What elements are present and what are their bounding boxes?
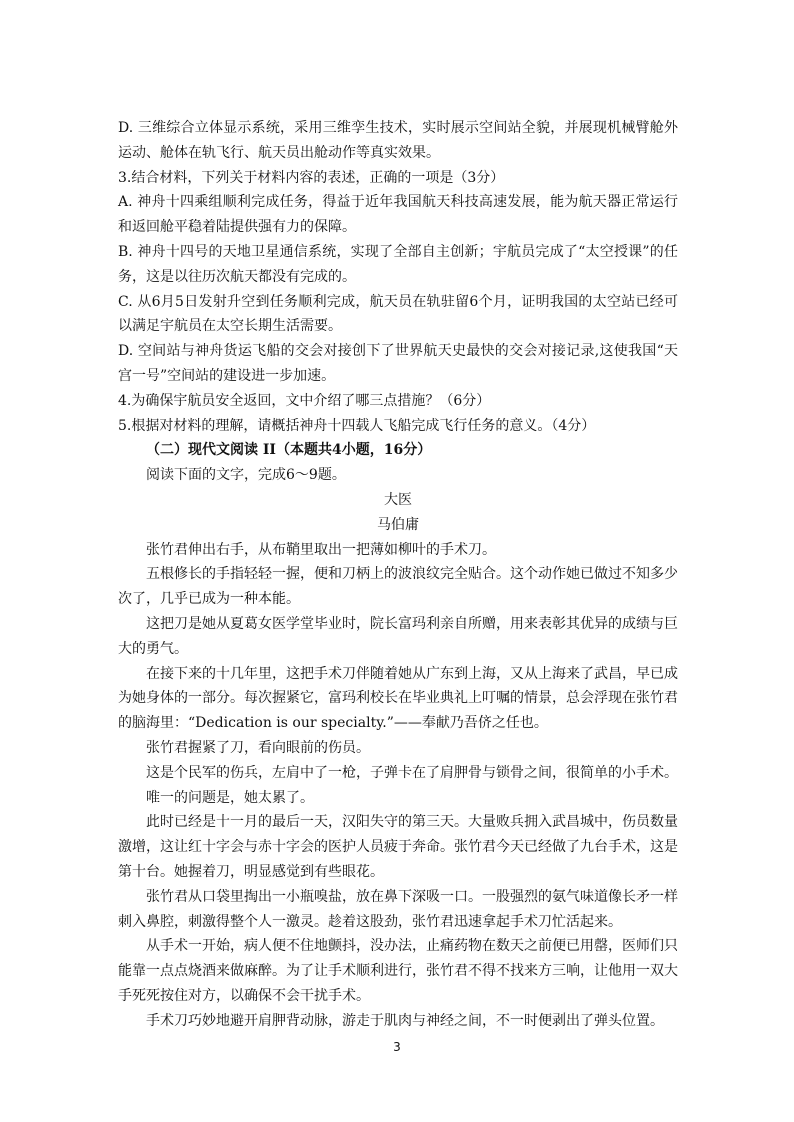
story-paragraph: 从手术一开始，病人便不住地颤抖，没办法，止痛药物在数天之前便已用罄，医师们只能靠一点点烧酒来做麻醉。为了让手术顺利进行，张竹君不得不找来方三响，让他用一双大手死死按住对方，以确保不会干扰手术。: [118, 938, 678, 1004]
option-b-q3: B. 神舟十四号的天地卫星通信系统，实现了全部自主创新；宇航员完成了“太空授课”的任务，这是以往历次航天都没有完成的。: [118, 243, 678, 285]
question-4: 4.为确保宇航员安全返回，文中介绍了哪三点措施？（6分）: [118, 392, 491, 409]
page-number: 3: [393, 1040, 401, 1054]
story-paragraph: 这把刀是她从夏葛女医学堂毕业时，院长富玛利亲自所赠，用来表彰其优异的成绩与巨大的勇气。: [118, 615, 678, 657]
option-d-q3: D. 空间站与神舟货运飞船的交会对接创下了世界航天史最快的交会对接记录,这使我国“天宫一号”空间站的建设进一步加速。: [118, 343, 678, 384]
story-paragraph: 张竹君握紧了刀，看向眼前的伤员。: [146, 739, 370, 756]
story-paragraph: 手术刀巧妙地避开肩胛背动脉，游走于肌肉与神经之间，不一时便剥出了弹头位置。: [146, 1012, 664, 1029]
option-c-q3: C. 从6月5日发射升空到任务顺利完成，航天员在轨驻留6个月，证明我国的太空站已经可以满足宇航员在太空长期生活需要。: [118, 293, 678, 335]
story-paragraph: 五根修长的手指轻轻一握，便和刀柄上的波浪纹完全贴合。这个动作她已做过不知多少次了，几乎已成为一种本能。: [118, 566, 678, 608]
option-d-q2: D. 三维综合立体显示系统，采用三维孪生技术，实时展示空间站全貌，并展现机械臂舱外运动、舱体在轨飞行、航天员出舱动作等真实效果。: [118, 120, 678, 161]
story-title: 大医: [384, 491, 412, 508]
story-paragraph: 这是个民军的伤兵，左肩中了一枪，子弹卡在了肩胛骨与锁骨之间，很简单的小手术。: [146, 764, 678, 781]
story-paragraph: 张竹君从口袋里掏出一小瓶嗅盐，放在鼻下深吸一口。一股强烈的氨气味道像长矛一样刺入鼻腔，刺激得整个人一激灵。趁着这股劲，张竹君迅速拿起手术刀忙活起来。: [118, 888, 678, 930]
story-paragraph: 此时已经是十一月的最后一天，汉阳失守的第三天。大量败兵拥入武昌城中，伤员数量激增，这让红十字会与赤十字会的医护人员疲于奔命。张竹君今天已经做了九台手术，这是第十台。她握着刀，明显感觉到有些眼花。: [118, 814, 678, 880]
text-body: [118, 116, 678, 1033]
section-instruction: 阅读下面的文字，完成6～9题。: [146, 467, 346, 484]
story-paragraph: 在接下来的十几年里，这把手术刀伴随着她从广东到上海，又从上海来了武昌，早已成为她身体的一部分。每次握紧它，富玛利校长在毕业典礼上叮嘱的情景，总会浮现在张竹君的脑海里：“Dedication is our specialty.”——奉献乃吾侪之任也。: [118, 665, 678, 732]
option-a-q3: A. 神舟十四乘组顺利完成任务，得益于近年我国航天科技高速发展，能为航天器正常运行和返回舱平稳着陆提供强有力的保障。: [118, 194, 678, 236]
story-paragraph: 张竹君伸出右手，从布鞘里取出一把薄如柳叶的手术刀。: [146, 541, 496, 558]
section-heading: （二）现代文阅读 II（本题共4小题，16分）: [146, 442, 432, 459]
question-3: 3.结合材料，下列关于材料内容的表述，正确的一项是（3分）: [118, 169, 505, 186]
story-paragraph: 唯一的问题是，她太累了。: [146, 789, 314, 806]
story-author: 马伯庸: [377, 516, 419, 533]
question-5: 5.根据对材料的理解，请概括神舟十四载人飞船完成飞行任务的意义。（4分）: [118, 417, 596, 434]
